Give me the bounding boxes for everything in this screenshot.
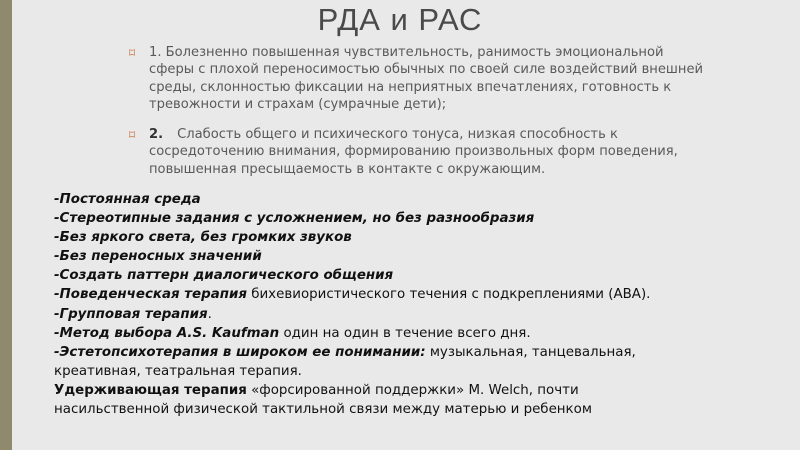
list-item [54, 381, 784, 400]
bullet-1-text: 1. Болезненно повышенная чувствительность, ранимость эмоциональной сферы с плохой переносимостью обычных по своей силе воздействий внешней среды, склонностью фиксации на неприятных впечатлениях, готовность к тревожности и страхам (сумрачные дети); [149, 45, 704, 113]
list-item: -Без переносных значений [54, 249, 262, 265]
list-item [54, 305, 784, 324]
list-item-emphasis: Удерживающая терапия [54, 382, 247, 398]
list-item [54, 343, 784, 362]
list-item-emphasis: -Поведенческая терапия [54, 287, 247, 303]
list-item: -Создать паттерн диалогического общения [54, 268, 394, 284]
bullet-2-number: 2. [149, 127, 164, 142]
list-item-rest: «форсированной поддержки» M. Welch, почти [246, 382, 579, 398]
list-item: креативная, театральная терапия. [54, 363, 302, 379]
list-item-emphasis: -Эстетопсихотерапия в широком ее понимании: [54, 344, 426, 360]
list-item-rest: бихевиористического течения с подкреплениями (ABA). [246, 287, 651, 303]
list-item: насильственной физической тактильной связи между матерью и ребенком [54, 402, 592, 418]
list-item-rest: . [207, 306, 212, 322]
list-item-emphasis: -Групповая терапия [54, 306, 208, 322]
list-item [54, 285, 784, 304]
list-item-rest: музыкальная, танцевальная, [425, 344, 636, 360]
bullet-marker-icon: ⌑ [129, 128, 136, 142]
slide-title: РДА и РАС [317, 2, 483, 37]
bullet-2 [129, 126, 709, 178]
bullet-marker-icon: ⌑ [129, 46, 136, 60]
list-item [54, 324, 784, 343]
list-item: -Стереотипные задания с усложнением, но без разнообразия [54, 211, 535, 227]
list-item-emphasis: -Метод выбора A.S. Kaufman [54, 325, 280, 341]
bullet-2-text: Слабость общего и психического тонуса, низкая способность к сосредоточению внимания, формированию произвольных форм поведения, повышенная пресыщаемость в контакте с окружающим. [149, 127, 678, 177]
bullet-1 [129, 44, 709, 114]
list-item: -Постоянная среда [54, 192, 201, 207]
recommendations-list [54, 190, 784, 419]
list-item: -Без яркого света, без громких звуков [54, 230, 352, 246]
list-item-rest: один на один в течение всего дня. [279, 325, 531, 341]
decorative-left-bar [0, 0, 12, 450]
